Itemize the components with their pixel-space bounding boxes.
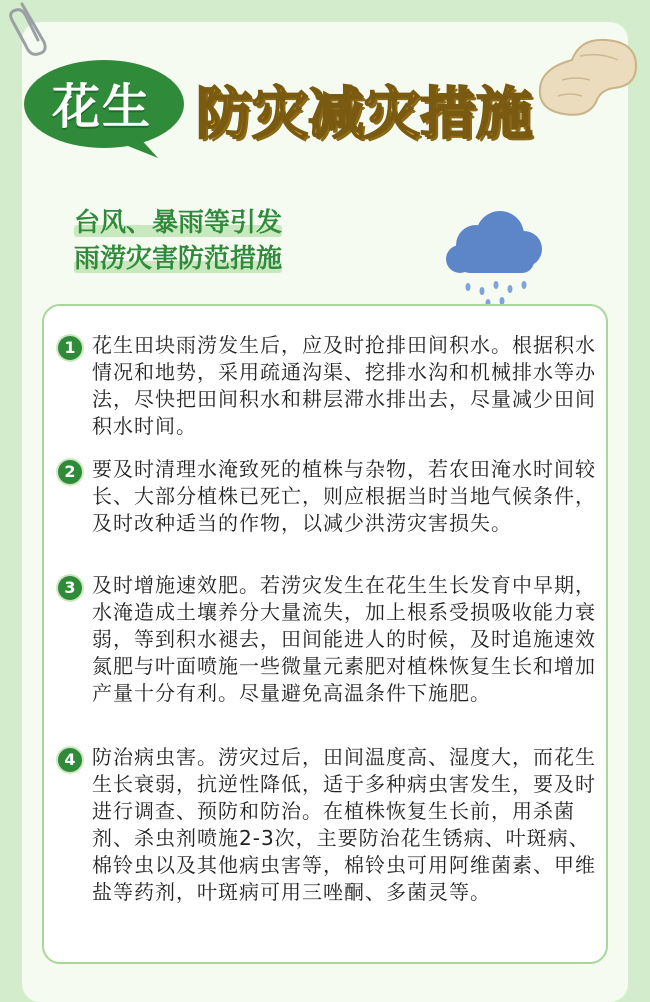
item-text: 花生田块雨涝发生后，应及时抢排田间积水。根据积水情况和地势，采用疏通沟渠、挖排水沟和机械排水等办法，尽快把田间积水和耕层滞水排出去，尽量减少田间积水时间。 (92, 333, 596, 438)
rain-cloud-icon (438, 205, 548, 310)
peanut-icon (510, 30, 650, 120)
subtitle-line-1: 台风、暴雨等引发 (74, 208, 283, 238)
item-number-badge: 2 (58, 460, 82, 484)
subtitle (74, 205, 282, 277)
item-number-badge: 3 (58, 576, 82, 600)
item-number-badge: 1 (58, 336, 82, 360)
item-text: 要及时清理水淹致死的植株与杂物，若农田淹水时间较长、大部分植株已死亡，则应根据当时当地气候条件，及时改种适当的作物，以减少洪涝灾害损失。 (92, 457, 596, 535)
item-text: 及时增施速效肥。若涝灾发生在花生生长发育中早期，水淹造成土壤养分大量流失，加上根系受损吸收能力衰弱，等到积水褪去，田间能进人的时候，及时追施速效氮肥与叶面喷施一些微量元素肥对植株恢复生长和增加产量十分有利。尽量避免高温条件下施肥。 (92, 573, 596, 705)
item-text: 防治病虫害。涝灾过后，田间温度高、湿度大，而花生生长衰弱，抗逆性降低，适于多种病虫害发生，要及时进行调查、预防和防治。在植株恢复生长前，用杀菌剂、杀虫剂喷施2-3次，主要防治花生锈病、叶斑病、棉铃虫以及其他病虫害等，棉铃虫可用阿维菌素、甲维盐等药剂，叶斑病可用三唑酮、多菌灵等。 (92, 745, 596, 904)
item-number-badge: 4 (58, 748, 82, 772)
subtitle-line-2: 雨涝灾害防范措施 (74, 244, 283, 274)
page-title: 防灾减灾措施 (196, 82, 532, 147)
brand-label: 花生 (51, 79, 152, 135)
paperclip-icon (8, 0, 52, 60)
measures-list (42, 304, 608, 964)
